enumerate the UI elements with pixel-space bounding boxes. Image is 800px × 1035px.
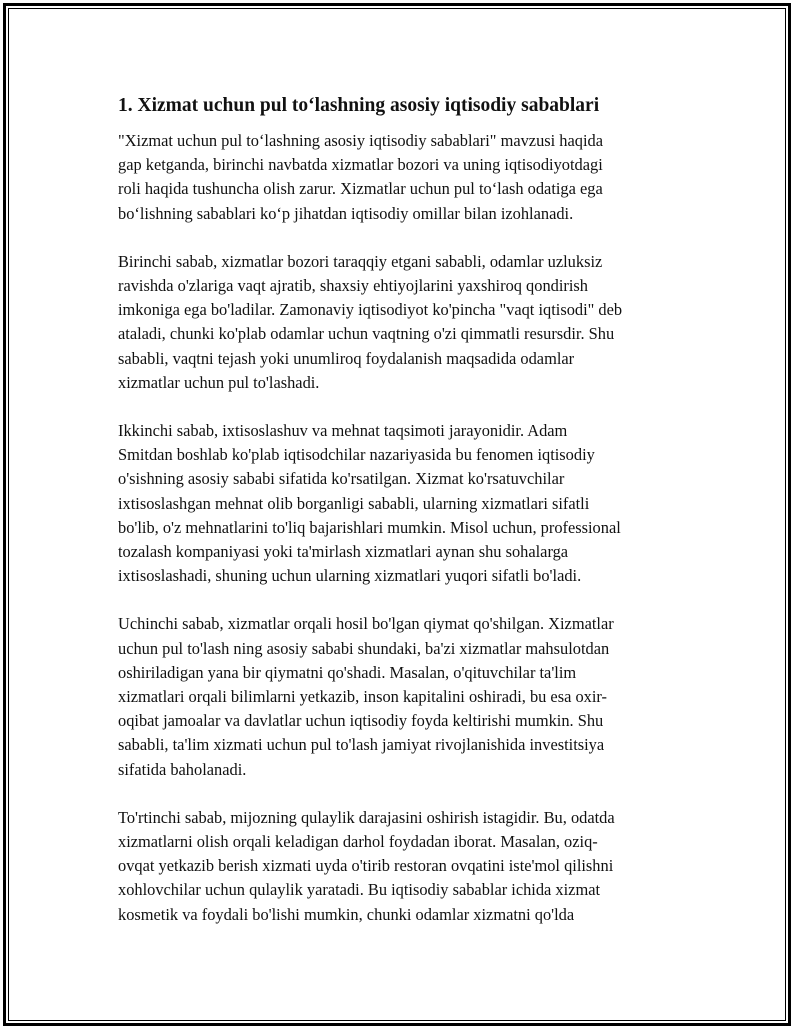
text-line: sababli, vaqtni tejash yoki unumliroq foydalanish maqsadida odamlar	[118, 348, 575, 368]
text-line: sababli, ta'lim xizmati uchun pul to'lash jamiyat rivojlanishida investitsiya	[118, 735, 605, 755]
text-line: ataladi, chunki ko'plab odamlar uchun vaqtning o'zi qimmatli resursdir. Shu	[118, 324, 615, 344]
text-line: ravishda o'zlariga vaqt ajratib, shaxsiy ehtiyojlarini yaxshiroq qondirish	[118, 276, 588, 296]
text-line: oshiriladigan yana bir qiymatni qo'shadi. Masalan, o'qituvchilar ta'lim	[118, 662, 577, 682]
paragraph-fourth-reason	[118, 806, 688, 927]
text-line: xizmatlar uchun pul to'lashadi.	[118, 372, 320, 392]
text-line: Smitdan boshlab ko'plab iqtisodchilar nazariyasida bu fenomen iqtisodiy	[118, 445, 595, 465]
text-line: oqibat jamoalar va davlatlar uchun iqtisodiy foyda keltirishi mumkin. Shu	[118, 711, 604, 731]
section-heading: 1. Xizmat uchun pul to‘lashning asosiy iqtisodiy sabablari	[118, 95, 600, 116]
text-line: sifatida baholanadi.	[118, 759, 247, 779]
text-line: bo'lib, o'z mehnatlarini to'liq bajarishlari mumkin. Misol uchun, professional	[118, 517, 621, 537]
text-line: xizmatlarni olish orqali keladigan darhol foydadan iborat. Masalan, oziq-	[118, 832, 598, 852]
text-line: gap ketganda, birinchi navbatda xizmatlar bozori va uning iqtisodiyotdagi	[118, 155, 603, 175]
text-line: tozalash kompaniyasi yoki ta'mirlash xizmatlari aynan shu sohalarga	[118, 542, 569, 562]
text-line: xizmatlari orqali bilimlarni yetkazib, inson kapitalini oshiradi, bu esa oxir-	[118, 687, 607, 707]
text-line: xohlovchilar uchun qulaylik yaratadi. Bu iqtisodiy sabablar ichida xizmat	[118, 880, 601, 900]
text-line: ovqat yetkazib berish xizmati uyda o'tirib restoran ovqatini iste'mol qilishni	[118, 856, 614, 876]
text-line: ixtisoslashadi, shuning uchun ularning xizmatlari yuqori sifatli bo'ladi.	[118, 566, 582, 586]
document-body	[118, 93, 688, 951]
text-line: uchun pul to'lash ning asosiy sababi shundaki, ba'zi xizmatlar mahsulotdan	[118, 638, 610, 658]
paragraph-first-reason	[118, 250, 688, 395]
text-line: o'sishning asosiy sababi sifatida ko'rsatilgan. Xizmat ko'rsatuvchilar	[118, 469, 565, 489]
text-line: Ikkinchi sabab, ixtisoslashuv va mehnat taqsimoti jarayonidir. Adam	[118, 421, 568, 441]
text-line: roli haqida tushuncha olish zarur. Xizmatlar uchun pul to‘lash odatiga ega	[118, 179, 603, 199]
text-line: "Xizmat uchun pul to‘lashning asosiy iqtisodiy sabablari" mavzusi haqida	[118, 131, 603, 150]
paragraph-intro	[118, 129, 688, 226]
paragraph-third-reason	[118, 612, 688, 781]
text-line: ixtisoslashgan mehnat olib borganligi sababli, ularning xizmatlari sifatli	[118, 493, 590, 513]
text-line: imkoniga ega bo'ladilar. Zamonaviy iqtisodiyot ko'pincha "vaqt iqtisodi" deb	[118, 300, 623, 320]
text-line: To'rtinchi sabab, mijozning qulaylik darajasini oshirish istagidir. Bu, odatda	[118, 807, 615, 827]
text-line: Birinchi sabab, xizmatlar bozori taraqqiy etgani sababli, odamlar uzluksiz	[118, 251, 603, 271]
text-line: kosmetik va foydali bo'lishi mumkin, chunki odamlar xizmatni qo'lda	[118, 904, 575, 924]
paragraph-second-reason	[118, 419, 688, 588]
text-line: Uchinchi sabab, xizmatlar orqali hosil bo'lgan qiymat qo'shilgan. Xizmatlar	[118, 614, 614, 634]
text-line: bo‘lishning sabablari ko‘p jihatdan iqtisodiy omillar bilan izohlanadi.	[118, 203, 574, 223]
